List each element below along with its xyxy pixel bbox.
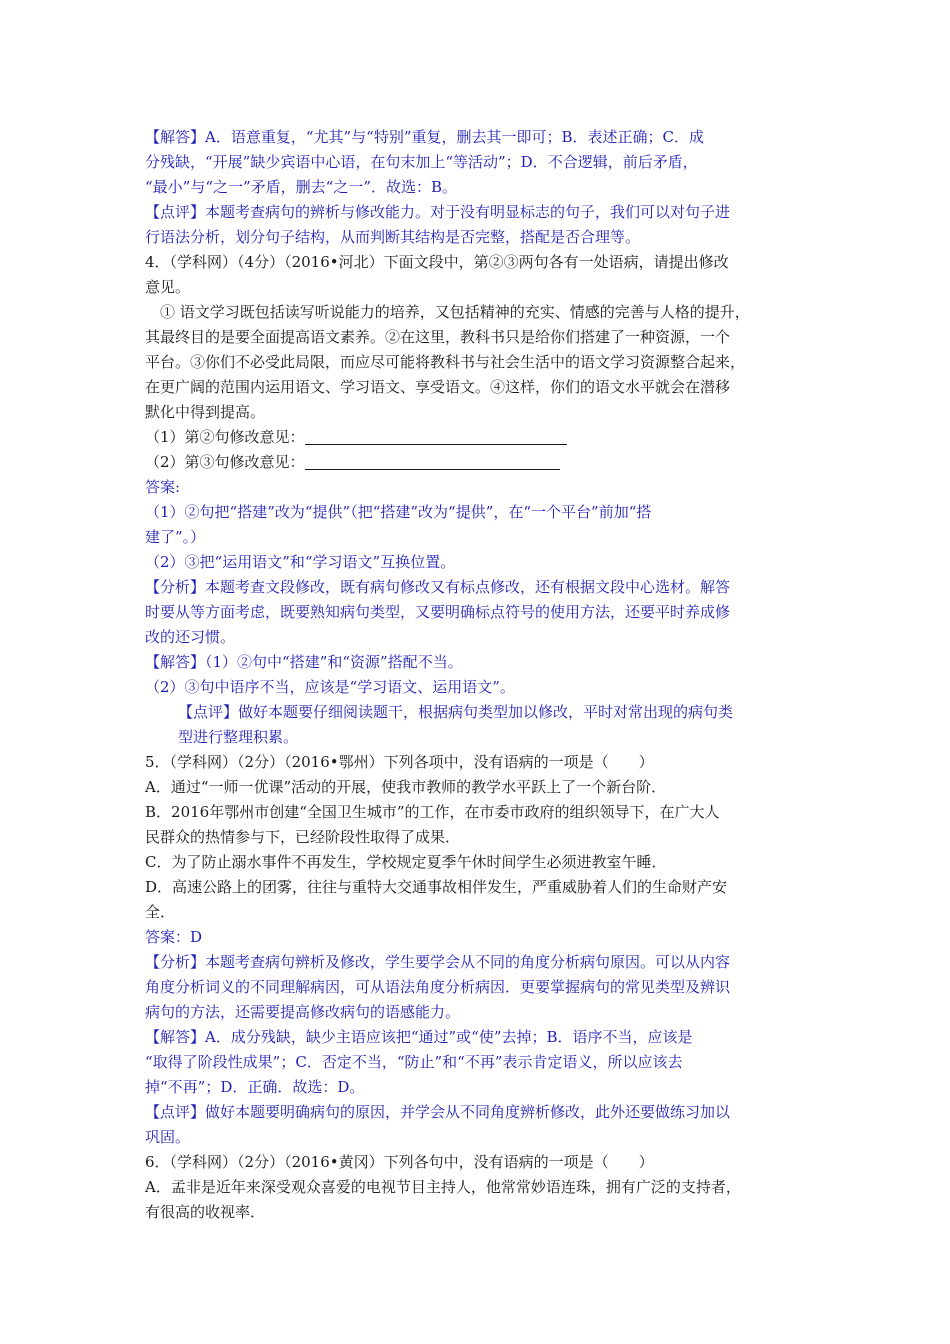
answer-analysis-line: 【解答】A．语意重复，“尤其”与“特别”重复，删去其一即可；B．表述正确；C．成	[145, 128, 705, 146]
comment-line: 【点评】本题考查病句的辨析与修改能力。对于没有明显标志的句子，我们可以对句子进	[145, 203, 731, 221]
analysis-line: 改的还习惯。	[145, 628, 236, 646]
option-a: A．孟非是近年来深受观众喜爱的电视节目主持人，他常常妙语连珠，拥有广泛的支持者，	[145, 1178, 741, 1196]
comment-line: 【点评】做好本题要明确病句的原因，并学会从不同角度辨析修改，此外还要做练习加以	[145, 1103, 731, 1121]
answer-label: 答案：D	[145, 928, 203, 946]
answer-analysis-line: 【解答】（1）②句中“搭建”和“资源”搭配不当。	[145, 653, 463, 671]
fill-in-item-2	[145, 450, 560, 474]
comment-line: 型进行整理积累。	[178, 728, 299, 746]
answer-analysis-line: （2）③句中语序不当，应该是“学习语文、运用语文”。	[145, 678, 515, 696]
answer-label: 答案:	[145, 478, 181, 496]
option-d: 全．	[145, 903, 176, 921]
passage-line: 平台。③你们不必受此局限，而应尽可能将教科书与社会生活中的语文学习资源整合起来，	[145, 353, 746, 371]
answer-line: （2）③把“运用语文”和“学习语文”互换位置。	[145, 553, 456, 571]
passage-line: 其最终目的是要全面提高语文素养。②在这里，教科书只是给你们搭建了一种资源，一个	[145, 328, 731, 346]
analysis-line: 【分析】本题考查文段修改，既有病句修改又有标点修改，还有根据文段中心选材。解答	[145, 578, 731, 596]
comment-line: 行语法分析，划分句子结构，从而判断其结构是否完整，搭配是否合理等。	[145, 228, 641, 246]
answer-line: （1）②句把“搭建”改为“提供”（把“搭建”改为“提供”，在“一个平台”前加“搭	[145, 503, 652, 521]
option-b: B．2016年鄂州市创建“全国卫生城市”的工作，在市委市政府的组织领导下，在广大人	[145, 803, 720, 821]
option-c: C．为了防止溺水事件不再发生，学校规定夏季午休时间学生必须进教室午睡．	[145, 853, 667, 871]
option-d: D．高速公路上的团雾，往往与重特大交通事故相伴发生，严重威胁着人们的生命财产安	[145, 878, 728, 896]
fill-in-label: （2）第③句修改意见：	[145, 453, 305, 471]
answer-analysis-line: 掉“不再”；D．正确．故选：D。	[145, 1078, 365, 1096]
question-6-stem: 6．（学科网）（2分）（2016•黄冈）下列各句中，没有语病的一项是（ ）	[145, 1153, 654, 1171]
analysis-line: 【分析】本题考查病句辨析及修改，学生要学会从不同的角度分析病句原因。可以从内容	[145, 953, 731, 971]
option-b: 民群众的热情参与下，已经阶段性取得了成果．	[145, 828, 461, 846]
question-4-stem: 意见。	[145, 278, 191, 296]
answer-line: 建了”。）	[145, 528, 206, 546]
comment-line: 【点评】做好本题要仔细阅读题干，根据病句类型加以修改，平时对常出现的病句类	[178, 703, 734, 721]
fill-in-label: （1）第②句修改意见：	[145, 428, 305, 446]
option-a: 有很高的收视率．	[145, 1203, 266, 1221]
analysis-line: 时要从等方面考虑，既要熟知病句类型，又要明确标点符号的使用方法，还要平时养成修	[145, 603, 731, 621]
analysis-line: 角度分析词义的不同理解病因，可从语法角度分析病因．更要掌握病句的常见类型及辨识	[145, 978, 731, 996]
passage-line: 默化中得到提高。	[145, 403, 266, 421]
answer-blank	[305, 428, 567, 445]
comment-line: 巩固。	[145, 1128, 191, 1146]
question-5-stem: 5．（学科网）（2分）（2016•鄂州）下列各项中，没有语病的一项是（ ）	[145, 753, 654, 771]
answer-analysis-line: 分残缺，“开展”缺少宾语中心语，在句末加上“等活动”；D．不合逻辑，前后矛盾，	[145, 153, 698, 171]
fill-in-item-1	[145, 425, 567, 449]
question-4-stem: 4．（学科网）（4分）（2016•河北）下面文段中，第②③两句各有一处语病，请提出修改	[145, 253, 729, 271]
passage-line: ① 语文学习既包括读写听说能力的培养，又包括精神的充实、情感的完善与人格的提升，	[160, 303, 750, 321]
answer-analysis-line: 【解答】A．成分残缺，缺少主语应该把“通过”或“使”去掉；B．语序不当，应该是	[145, 1028, 693, 1046]
option-a: A．通过“一师一优课”活动的开展，使我市教师的教学水平跃上了一个新台阶．	[145, 778, 667, 796]
answer-blank	[305, 453, 560, 470]
answer-analysis-line: “取得了阶段性成果”；C．否定不当，“防止”和“不再”表示肯定语义，所以应该去	[145, 1053, 683, 1071]
passage-line: 在更广阔的范围内运用语文、学习语文、享受语文。④这样，你们的语文水平就会在潜移	[145, 378, 731, 396]
answer-analysis-line: “最小”与“之一”矛盾，删去“之一”．故选：B。	[145, 178, 458, 196]
analysis-line: 病句的方法，还需要提高修改病句的语感能力。	[145, 1003, 461, 1021]
